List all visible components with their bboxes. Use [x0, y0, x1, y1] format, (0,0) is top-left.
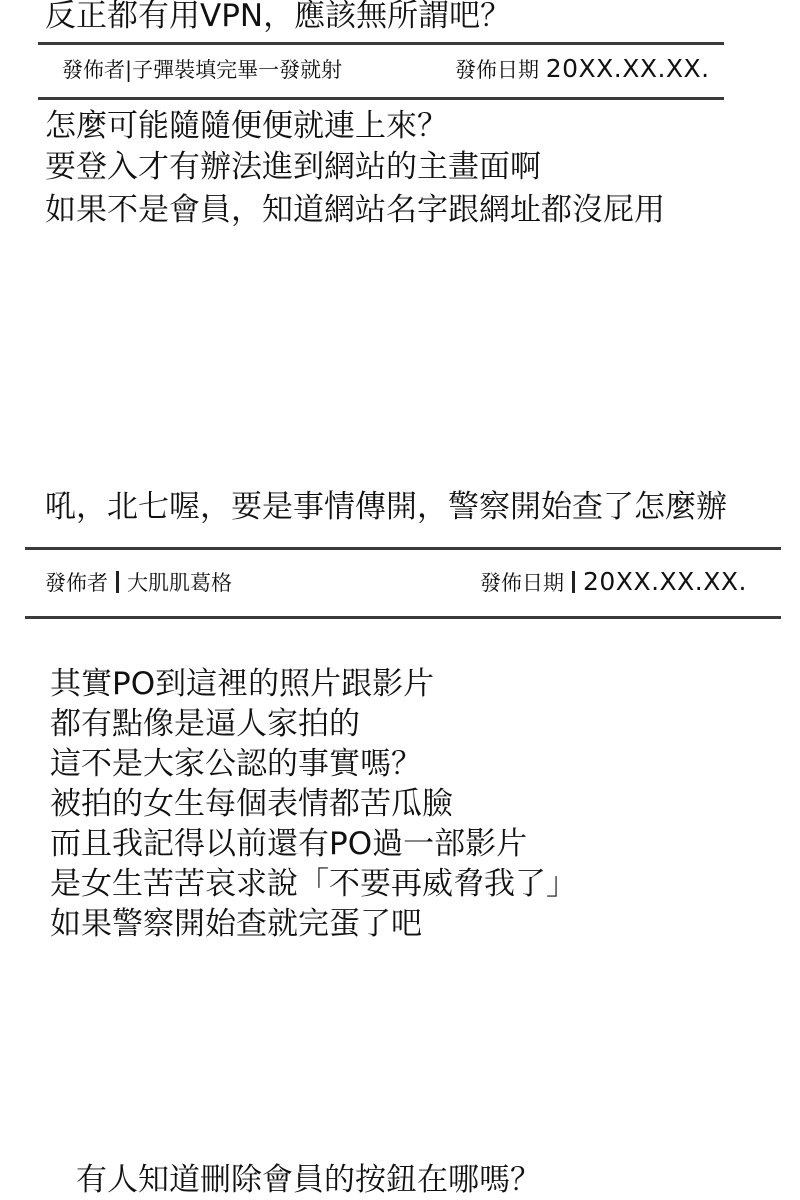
post-title: 吼，北七喔，要是事情傳開，警察開始查了怎麼辦 — [45, 489, 727, 525]
author-label: 發佈者 — [45, 571, 108, 595]
post-author — [62, 55, 342, 85]
author-name: 子彈裝填完畢一發就射 — [132, 58, 343, 82]
body-line: 其實PO到這裡的照片跟影片 — [50, 666, 435, 702]
date-separator — [572, 571, 575, 593]
body-line: 這不是大家公認的事實嗎？ — [50, 746, 422, 782]
author-name: 大肌肌葛格 — [127, 571, 232, 595]
date-value: 20XX.XX.XX. — [545, 54, 710, 83]
body-line: 被拍的女生每個表情都苦瓜臉 — [50, 786, 453, 822]
author-label: 發佈者 — [62, 58, 125, 82]
body-line: 如果不是會員，知道網站名字跟網址都沒屁用 — [45, 192, 665, 228]
author-separator: | — [125, 58, 133, 82]
post-title: 有人知道刪除會員的按鈕在哪嗎？ — [76, 1162, 541, 1198]
body-line: 怎麼可能隨隨便便就連上來？ — [45, 108, 448, 144]
divider — [25, 616, 781, 619]
body-line: 要登入才有辦法進到網站的主畫面啊 — [45, 149, 541, 185]
post-date — [455, 54, 710, 85]
author-separator — [116, 571, 119, 593]
body-line: 都有點像是逼人家拍的 — [50, 706, 360, 742]
date-label: 發佈日期 — [455, 58, 539, 82]
divider — [25, 547, 781, 550]
post-author — [45, 568, 232, 598]
body-line: 是女生苦苦哀求說「不要再威脅我了」 — [50, 866, 577, 902]
post-title: 反正都有用VPN，應該無所謂吧？ — [45, 0, 512, 34]
divider — [38, 97, 724, 100]
post-body — [45, 106, 665, 232]
date-label: 發佈日期 — [480, 571, 564, 595]
divider — [38, 42, 724, 45]
post-body — [50, 664, 577, 944]
post-date — [480, 567, 747, 598]
body-line: 如果警察開始查就完蛋了吧 — [50, 906, 422, 942]
date-value: 20XX.XX.XX. — [583, 567, 747, 596]
body-line: 而且我記得以前還有PO過一部影片 — [50, 826, 528, 862]
